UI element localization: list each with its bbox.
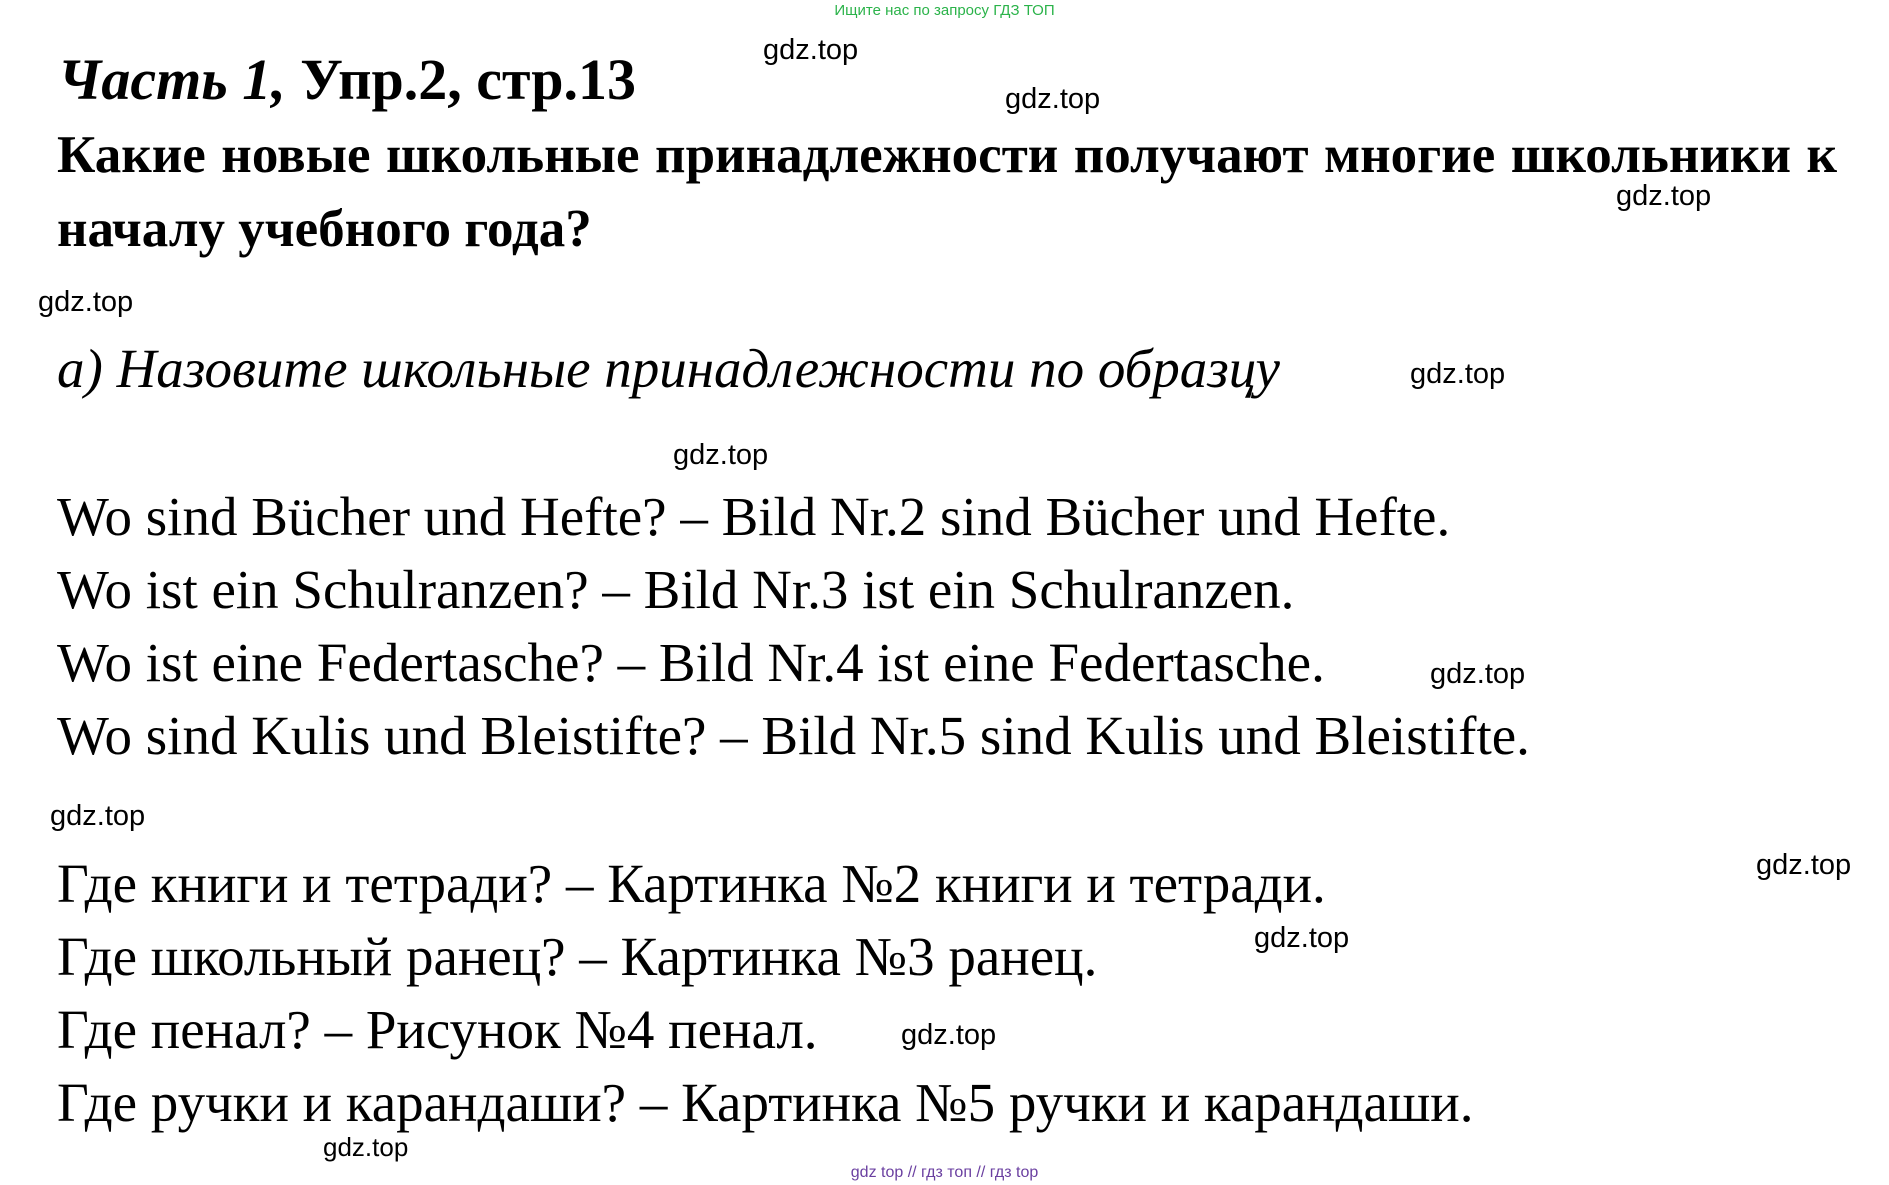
watermark: gdz.top	[763, 34, 859, 66]
watermark: gdz.top	[323, 1132, 409, 1162]
watermark: gdz.top	[38, 286, 134, 318]
top-banner: Ищите нас по запросу ГДЗ ТОП	[834, 2, 1055, 19]
exercise-label: Упр.2, стр.13	[285, 47, 636, 112]
german-line: Wo ist ein Schulranzen? – Bild Nr.3 ist ein Schulranzen.	[57, 559, 1295, 620]
watermark: gdz.top	[50, 800, 146, 832]
german-answers	[57, 480, 1530, 772]
watermark: gdz.top	[1756, 849, 1852, 881]
german-line: Wo ist eine Federtasche? – Bild Nr.4 ist eine Federtasche.	[57, 632, 1325, 693]
watermark: gdz.top	[1616, 180, 1712, 212]
german-line: Wo sind Kulis und Bleistifte? – Bild Nr.5 sind Kulis und Bleistifte.	[57, 705, 1530, 766]
exercise-heading	[58, 46, 636, 114]
watermark: gdz.top	[901, 1019, 997, 1051]
russian-answers	[57, 847, 1474, 1139]
german-line: Wo sind Bücher und Hefte? – Bild Nr.2 sind Bücher und Hefte.	[57, 486, 1451, 547]
bottom-banner: gdz top // гдз топ // гдз top	[850, 1164, 1039, 1181]
watermark: gdz.top	[1430, 658, 1526, 690]
russian-line: Где пенал? – Рисунок №4 пенал.	[57, 999, 818, 1060]
watermark: gdz.top	[1254, 922, 1350, 954]
russian-line: Где ручки и карандаши? – Картинка №5 ручки и карандаши.	[57, 1072, 1474, 1133]
watermark: gdz.top	[673, 439, 769, 471]
task-instruction: а) Назовите школьные принадлежности по образцу	[57, 338, 1280, 399]
part-label: Часть 1,	[58, 47, 286, 112]
watermark: gdz.top	[1410, 358, 1506, 390]
watermark: gdz.top	[1005, 83, 1101, 115]
russian-line: Где школьный ранец? – Картинка №3 ранец.	[57, 926, 1098, 987]
question-text: Какие новые школьные принадлежности получают многие школьники к началу учебного года?	[57, 126, 1837, 258]
russian-line: Где книги и тетради? – Картинка №2 книги и тетради.	[57, 853, 1326, 914]
